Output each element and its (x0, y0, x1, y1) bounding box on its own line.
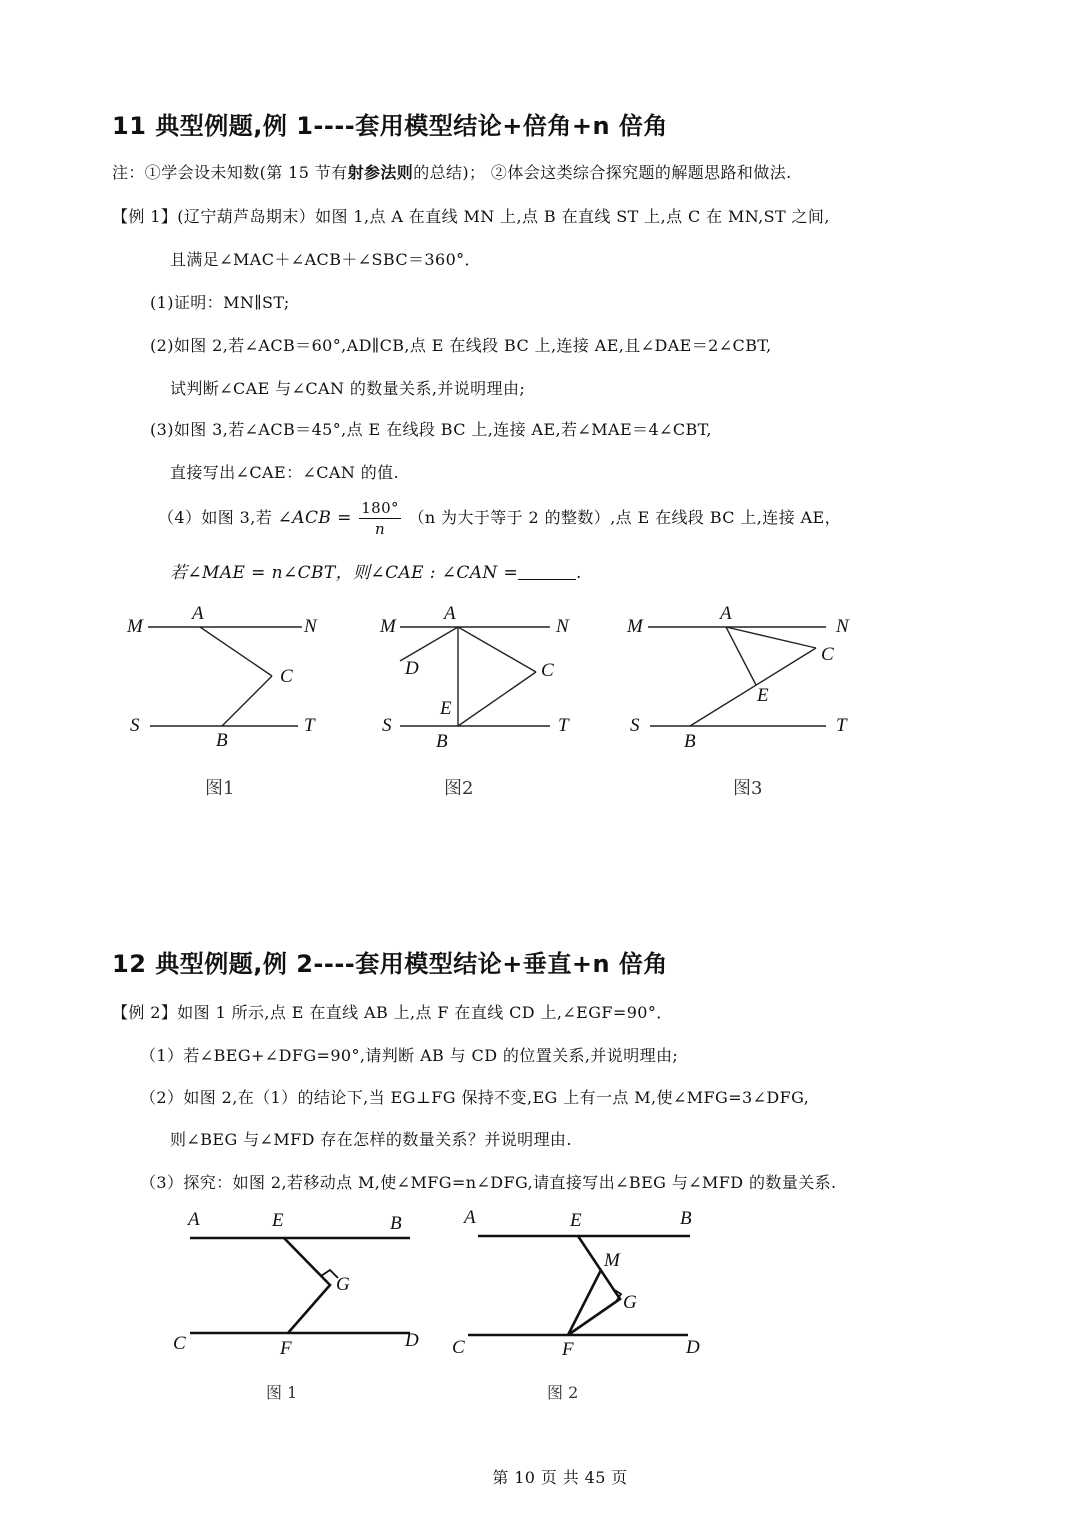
fig1-label-b: B (216, 730, 228, 751)
section12-title: 12 典型例题,例 2----套用模型结论+垂直+n 倍角 (112, 950, 668, 978)
fig1-label-c: C (280, 666, 293, 687)
ex2-fig2-label-f: F (562, 1339, 574, 1360)
fig2-label-s: S (382, 715, 392, 736)
ex2-fig1-label-d: D (405, 1330, 419, 1351)
segment-ae (726, 627, 756, 685)
example1-q4-line2 (170, 558, 582, 583)
ex2-fig1-label-c: C (173, 1333, 186, 1354)
q4-frac-num: 180° (361, 499, 399, 517)
example2-line1: 如图 1 所示,点 E 在直线 AB 上,点 F 在直线 CD 上,∠EGF=90°． (177, 1003, 673, 1022)
example2-intro (112, 1000, 673, 1023)
example1-q1: (1)证明：MN∥ST; (150, 293, 290, 312)
segments-egf (284, 1238, 330, 1333)
example1-q3-line1: (3)如图 3,若∠ACB＝45°,点 E 在线段 BC 上,连接 AE,若∠MAE＝4∠CBT, (150, 420, 712, 439)
ex2-fig2-label-a: A (464, 1207, 476, 1228)
example1-figure3 (620, 600, 850, 760)
note-prefix: 注：①学会设未知数(第 15 节有 (112, 163, 348, 182)
example2-q3: （3）探究：如图 2,若移动点 M,使∠MFG=n∠DFG,请直接写出∠BEG 与∠MFD 的数量关系. (140, 1173, 837, 1192)
section11-title: 11 典型例题,例 1----套用模型结论+倍角+n 倍角 (112, 112, 668, 140)
segment-ad (400, 627, 458, 661)
fig3-label-b: B (684, 731, 696, 752)
fig2-label-t: T (558, 715, 569, 736)
ex2-fig1-label-f: F (280, 1338, 292, 1359)
example2-q2-line1: （2）如图 2,在（1）的结论下,当 EG⊥FG 保持不变,EG 上有一点 M,使∠MFG=3∠DFG, (140, 1088, 810, 1107)
example1-intro (112, 204, 830, 227)
ex2-fig2-label-e: E (570, 1210, 582, 1231)
ex2-fig1-label-b: B (390, 1213, 402, 1234)
example2-figure2 (460, 1215, 700, 1355)
fig3-label-e: E (757, 685, 769, 706)
note-bold: 射参法则 (347, 163, 414, 182)
q4-line2-end: . (576, 563, 582, 582)
ex2-fig2-caption: 图 2 (547, 1383, 579, 1402)
segment-ac (458, 627, 536, 672)
fig2-label-e: E (440, 698, 452, 719)
fig2-label-a: A (444, 603, 456, 624)
fig2-label-d: D (405, 658, 419, 679)
section11-note (112, 160, 792, 183)
q4-suffix: （n 为大于等于 2 的整数）,点 E 在线段 BC 上,连接 AE， (408, 508, 842, 527)
q4-line2: 若∠MAE = n∠CBT，则∠CAE : ∠CAN = (170, 563, 519, 583)
ex2-fig1-caption: 图 1 (266, 1383, 298, 1402)
fig2-label-c: C (541, 660, 554, 681)
fig1-label-m: M (127, 616, 143, 637)
q4-prefix: （4）如图 3,若 (158, 508, 273, 527)
segment-fm (568, 1270, 601, 1335)
example1-tag: 【例 1】 (112, 207, 178, 226)
ex2-fig2-label-b: B (680, 1208, 692, 1229)
example1-line2: 且满足∠MAC＋∠ACB＋∠SBC＝360°． (170, 250, 481, 269)
example2-q1: （1）若∠BEG+∠DFG=90°,请判断 AB 与 CD 的位置关系,并说明理由; (140, 1046, 679, 1065)
fig2-label-b: B (436, 731, 448, 752)
segment-ac (726, 627, 816, 648)
fig1-label-t: T (304, 715, 315, 736)
fig3-label-s: S (630, 715, 640, 736)
example2-tag: 【例 2】 (112, 1003, 178, 1022)
example2-figure1 (180, 1215, 420, 1355)
fig3-label-a: A (720, 603, 732, 624)
fig3-label-n: N (836, 616, 849, 637)
q4-frac-den: n (375, 520, 386, 538)
fig3-caption: 图3 (733, 778, 763, 799)
fig3-label-c: C (821, 644, 834, 665)
ex2-fig1-label-g: G (336, 1274, 350, 1295)
segment-cb (458, 672, 536, 726)
q4-fraction (359, 498, 401, 539)
fig3-label-t: T (836, 715, 847, 736)
fig1-label-n: N (304, 616, 317, 637)
segment-ac (200, 627, 272, 676)
segment-cb (222, 676, 272, 726)
ex2-fig1-label-e: E (272, 1210, 284, 1231)
ex2-fig2-label-g: G (623, 1292, 637, 1313)
segment-cb (690, 648, 816, 726)
example1-q4-line1 (158, 496, 841, 540)
ex2-fig1-label-a: A (188, 1209, 200, 1230)
fig2-label-n: N (556, 616, 569, 637)
example1-q2-line1: (2)如图 2,若∠ACB＝60°,AD∥CB,点 E 在线段 BC 上,连接 AE,且∠DAE＝2∠CBT, (150, 336, 772, 355)
ex2-fig2-label-c: C (452, 1337, 465, 1358)
example1-q3-line2: 直接写出∠CAE：∠CAN 的值. (170, 463, 400, 482)
fig1-label-s: S (130, 715, 140, 736)
example1-q2-line2: 试判断∠CAE 与∠CAN 的数量关系,并说明理由; (170, 379, 526, 398)
answer-blank (518, 563, 576, 580)
note-suffix: 的总结)； ②体会这类综合探究题的解题思路和做法. (413, 163, 792, 182)
page-footer: 第 10 页 共 45 页 (492, 1468, 628, 1487)
example2-q2-line2: 则∠BEG 与∠MFD 存在怎样的数量关系？并说明理由. (170, 1130, 572, 1149)
fig1-label-a: A (192, 603, 204, 624)
fig2-label-m: M (380, 616, 396, 637)
example1-line1: (辽宁葫芦岛期末）如图 1,点 A 在直线 MN 上,点 B 在直线 ST 上,点 C 在 MN,ST 之间, (177, 207, 830, 226)
ex2-fig2-label-m: M (604, 1250, 620, 1271)
q4-angle: ∠ACB = (277, 508, 352, 528)
fig2-caption: 图2 (444, 778, 474, 799)
fig1-caption: 图1 (205, 778, 235, 799)
ex2-fig2-label-d: D (686, 1337, 700, 1358)
fig3-label-m: M (627, 616, 643, 637)
